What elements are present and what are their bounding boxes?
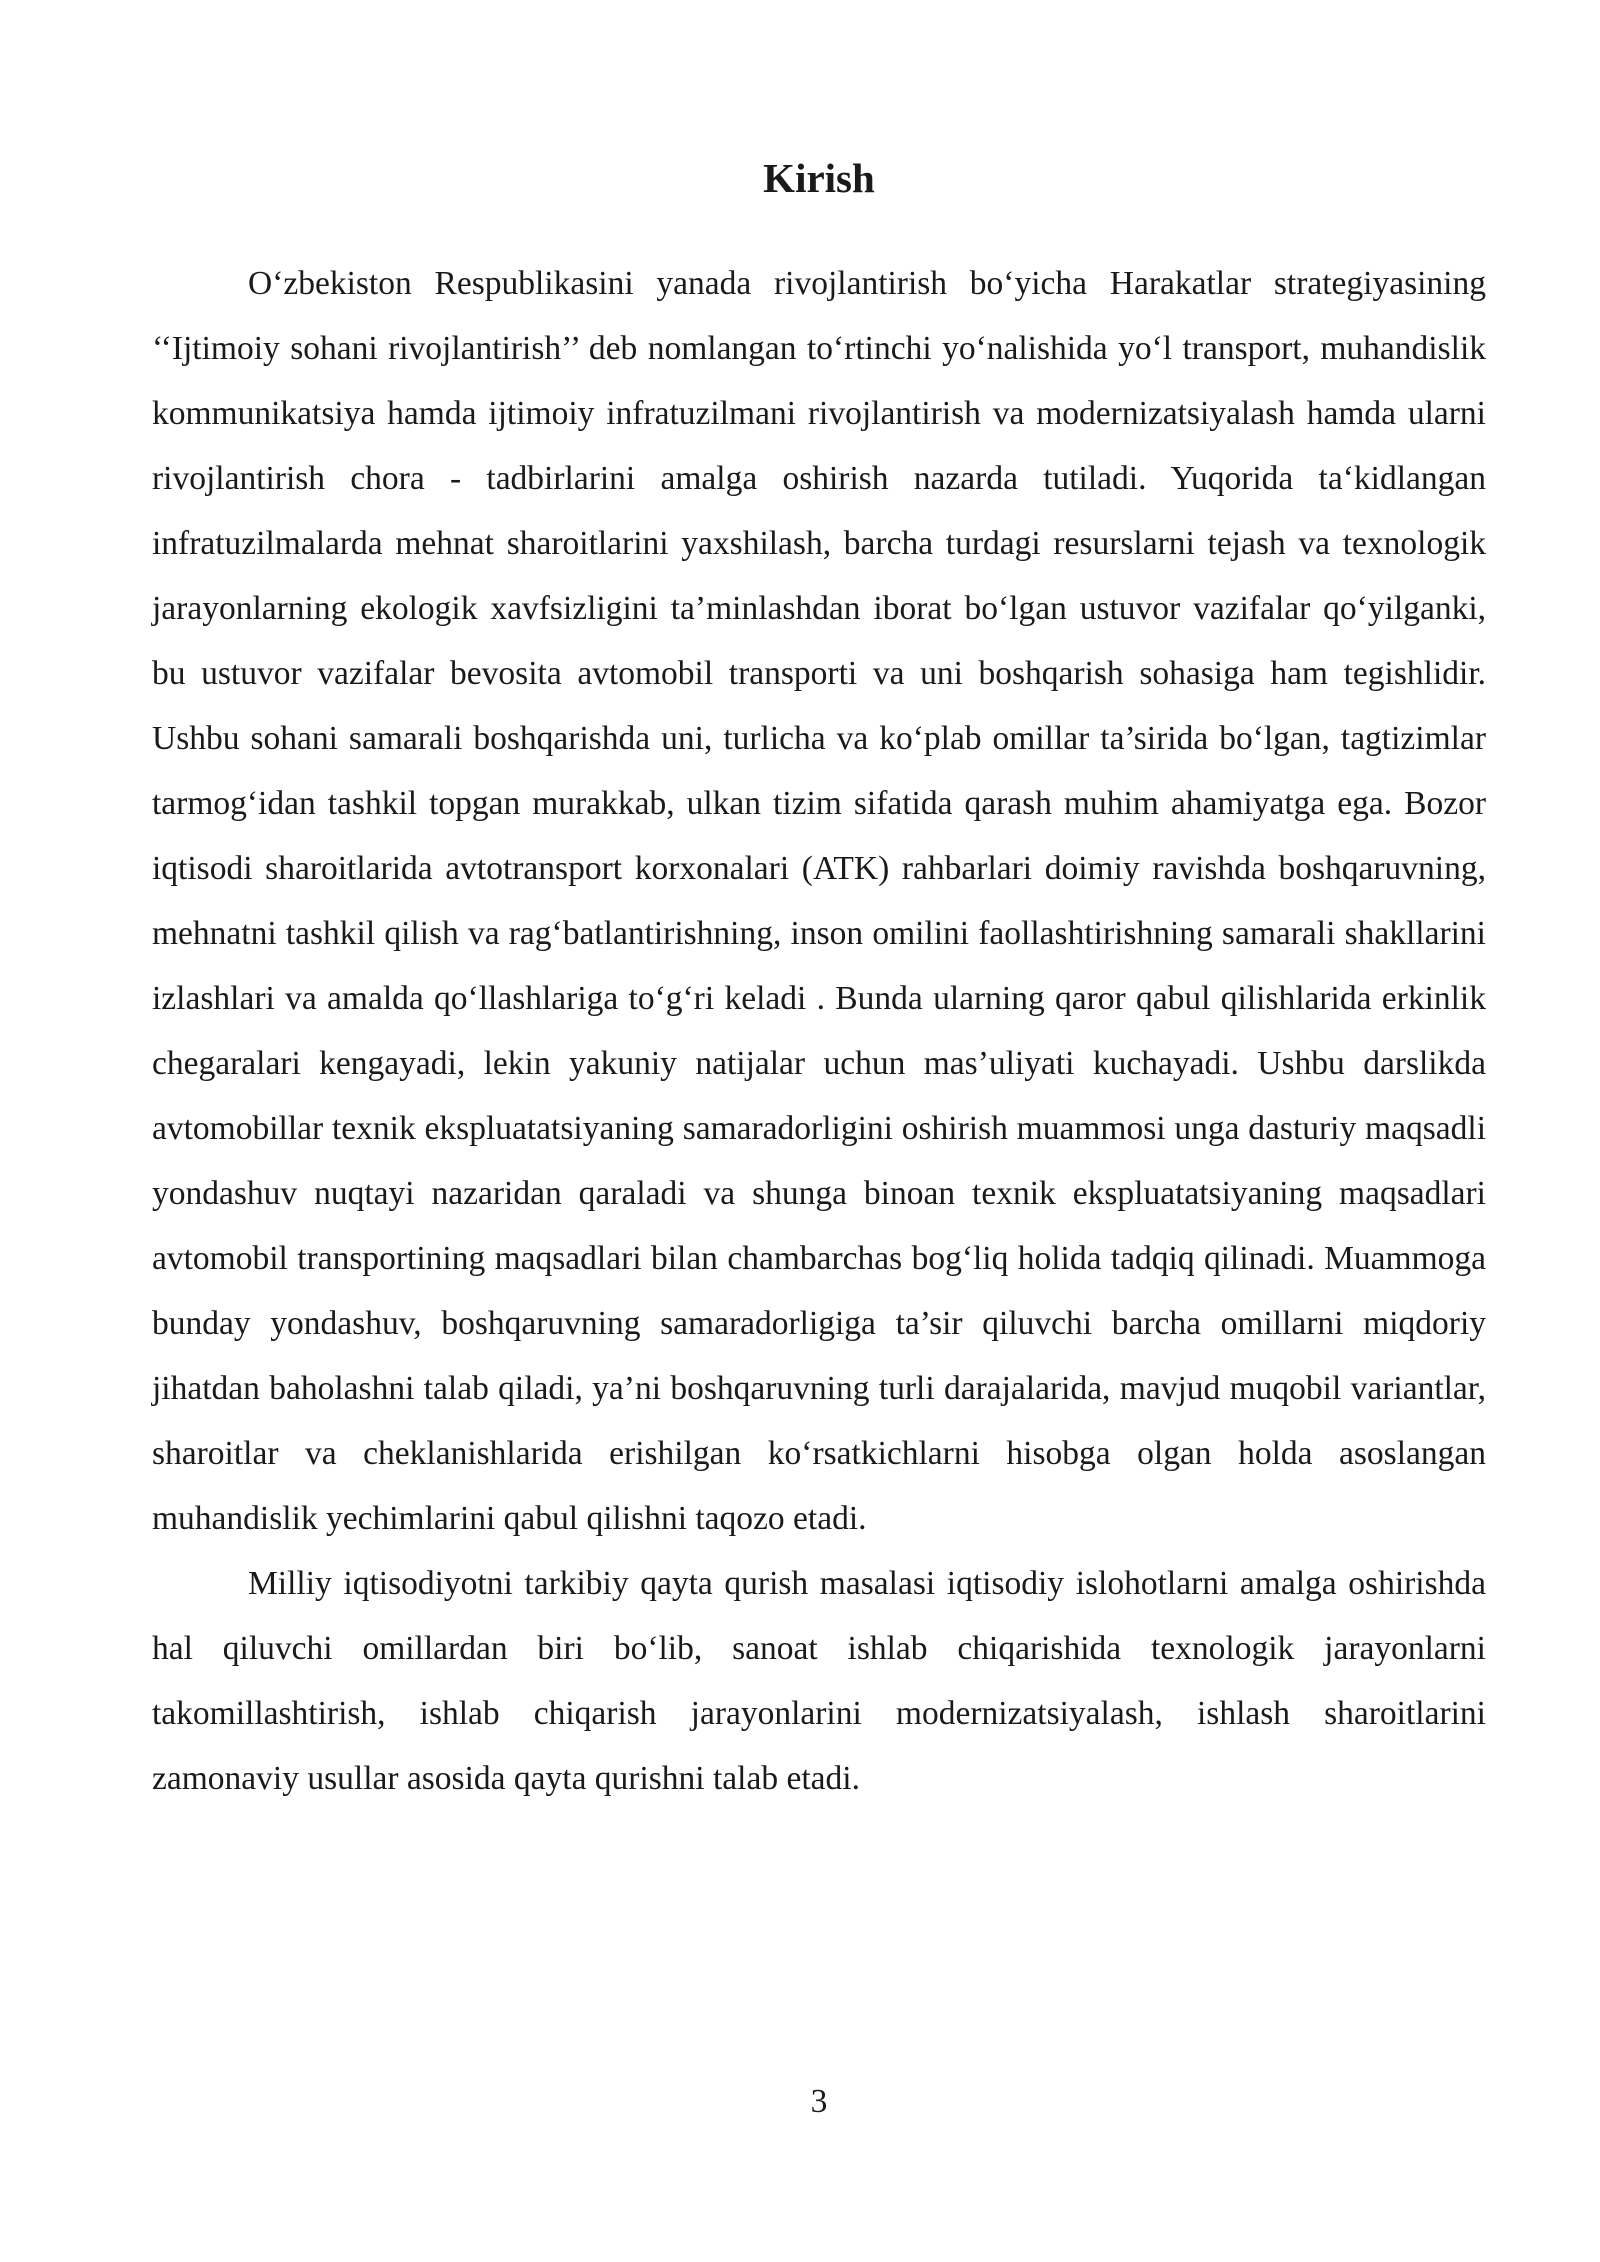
- paragraph-1: O‘zbekiston Respublikasini yanada rivojlantirish bo‘yicha Harakatlar strategiyasining ‘‘Ijtimoiy sohani rivojlantirish’’ deb nomlangan to‘rtinchi yo‘nalishida yo‘l transport, muhandislik kommunikatsiya hamda ijtimoiy infratuzilmani rivojlantirish va modernizatsiyalash hamda ularni rivojlantirish chora - tadbirlarini amalga oshirish nazarda tutiladi. Yuqorida ta‘kidlangan infratuzilmalarda mehnat sharoitlarini yaxshilash, barcha turdagi resurslarni tejash va texnologik jarayonlarning ekologik xavfsizligini ta’minlashdan iborat bo‘lgan ustuvor vazifalar qo‘yilganki, bu ustuvor vazifalar bevosita avtomobil transporti va uni boshqarish sohasiga ham tegishlidir. Ushbu sohani samarali boshqarishda uni, turlicha va ko‘plab omillar ta’sirida bo‘lgan, tagtizimlar tarmog‘idan tashkil topgan murakkab, ulkan tizim sifatida qarash muhim ahamiyatga ega. Bozor iqtisodi sharoitlarida avtotransport korxonalari (ATK) rahbarlari doimiy ravishda boshqaruvning, mehnatni tashkil qilish va rag‘batlantirishning, inson omilini faollashtirishning samarali shakllarini izlashlari va amalda qo‘llashlariga to‘g‘ri keladi . Bunda ularning qaror qabul qilishlarida erkinlik chegaralari kengayadi, lekin yakuniy natijalar uchun mas’uliyati kuchayadi. Ushbu darslikda avtomobillar texnik ekspluatatsiyaning samaradorligini oshirish muammosi unga dasturiy maqsadli yondashuv nuqtayi nazaridan qaraladi va shunga binoan texnik ekspluatatsiyaning maqsadlari avtomobil transportining maqsadlari bilan chambarchas bog‘liq holida tadqiq qilinadi. Muammoga bunday yondashuv, boshqaruvning samaradorligiga ta’sir qiluvchi barcha omillarni miqdoriy jihatdan baholashni talab qiladi, ya’ni boshqaruvning turli darajalarida, mavjud muqobil variantlar, sharoitlar va cheklanishlarida erishilgan ko‘rsatkichlarni hisobga olgan holda asoslangan muhandislik yechimlarini qabul qilishni taqozo etadi.: [152, 265, 1486, 1537]
- body-text: [152, 251, 1486, 1811]
- document-page: [152, 0, 1486, 2262]
- paragraph-2: Milliy iqtisodiyotni tarkibiy qayta qurish masalasi iqtisodiy islohotlarni amalga oshirishda hal qiluvchi omillardan biri bo‘lib, sanoat ishlab chiqarishida texnologik jarayonlarni takomillashtirish, ishlab chiqarish jarayonlarini modernizatsiyalash, ishlash sharoitlarini zamonaviy usullar asosida qayta qurishni talab etadi.: [152, 1565, 1486, 1797]
- section-title: Kirish: [763, 155, 875, 201]
- page-number: 3: [810, 2083, 828, 2120]
